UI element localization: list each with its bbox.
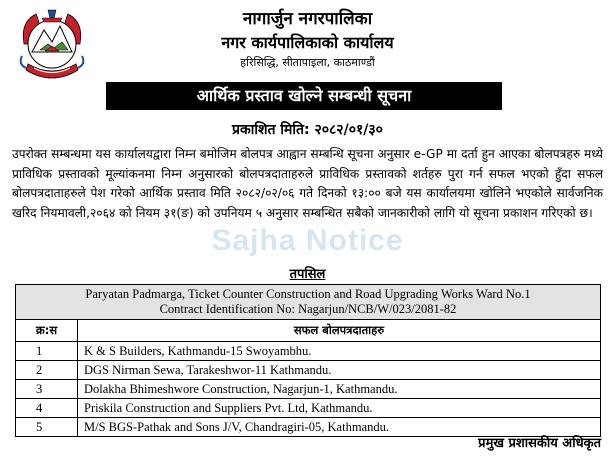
row-sn: 1	[16, 342, 78, 361]
project-name: Paryatan Padmarga, Ticket Counter Construction and Road Upgrading Works Ward No.1	[85, 287, 531, 301]
table-row	[16, 399, 601, 418]
table-row	[16, 342, 601, 361]
row-firm: K & S Builders, Kathmandu-15 Swoyambhu.	[78, 342, 601, 361]
row-firm: M/S BGS-Pathak and Sons J/V, Chandragiri-05, Kathmandu.	[78, 418, 601, 437]
schedule-title: तपसिल	[289, 267, 326, 282]
col-header-firm: सफल बोलपत्रदाताहरु	[78, 320, 601, 342]
watermark: Sajha Notice	[211, 224, 404, 257]
table-header-row	[16, 320, 601, 342]
signatory-title: प्रमुख प्रशासकीय अधिकृत	[478, 436, 601, 451]
row-firm: Priskila Construction and Suppliers Pvt. Ltd, Kathmandu.	[78, 399, 601, 418]
row-sn: 5	[16, 418, 78, 437]
notice-body: उपरोक्त सम्बन्धमा यस कार्यालयद्वारा निम्न बमोजिम बोलपत्र आह्वान सम्बन्धि सूचना अनुसार e-GP मा दर्ता हुन आएका बोलपत्रहरु मध्ये प्राविधिक प्रस्तावको मूल्यांकनमा निम्न अनुसारको बोलपत्रदाताहरुले प्राविधिक प्रस्तावको शर्तहरु पुरा गर्न सफल भएको हुँदा सफल बोलपत्रदाताहरुले पेश गरेको आर्थिक प्रस्ताव मिति २०८२/०२/०६ गते दिनको १३:०० बजे यस कार्यालयमा खोलिने भएकोले सार्वजनिक खरिद नियमावली,२०६४ को नियम ३१(ङ) को उपनियम ५ अनुसार सम्बन्धित सबैको जानकारीको लागि यो सूचना प्रकाशन गरिएको छ।	[12, 147, 603, 220]
bidders-table	[15, 284, 601, 437]
row-firm: Dolakha Bhimeshwore Construction, Nagarjun-1, Kathmandu.	[78, 380, 601, 399]
municipality-name: नागार्जुन नगरपालिका	[242, 9, 373, 29]
row-sn: 4	[16, 399, 78, 418]
published-date: प्रकाशित मिति: २०८२/०१/३०	[232, 122, 383, 138]
table-caption	[16, 285, 601, 320]
table-row	[16, 361, 601, 380]
col-header-sn: क्र:स	[16, 320, 78, 342]
row-firm: DGS Nirman Sewa, Tarakeshwor-11 Kathmandu.	[78, 361, 601, 380]
table-caption-row	[16, 285, 601, 320]
notice-title: आर्थिक प्रस्ताव खोल्ने सम्बन्धी सूचना	[106, 82, 502, 110]
office-name: नगर कार्यपालिकाको कार्यालय	[221, 33, 394, 52]
row-sn: 2	[16, 361, 78, 380]
contract-id: Contract Identification No: Nagarjun/NCB/W/023/2081-82	[159, 302, 457, 316]
table-row	[16, 380, 601, 399]
office-address: हरिसिद्धि, सीतापाइला, काठमाण्डौं	[240, 56, 375, 69]
row-sn: 3	[16, 380, 78, 399]
